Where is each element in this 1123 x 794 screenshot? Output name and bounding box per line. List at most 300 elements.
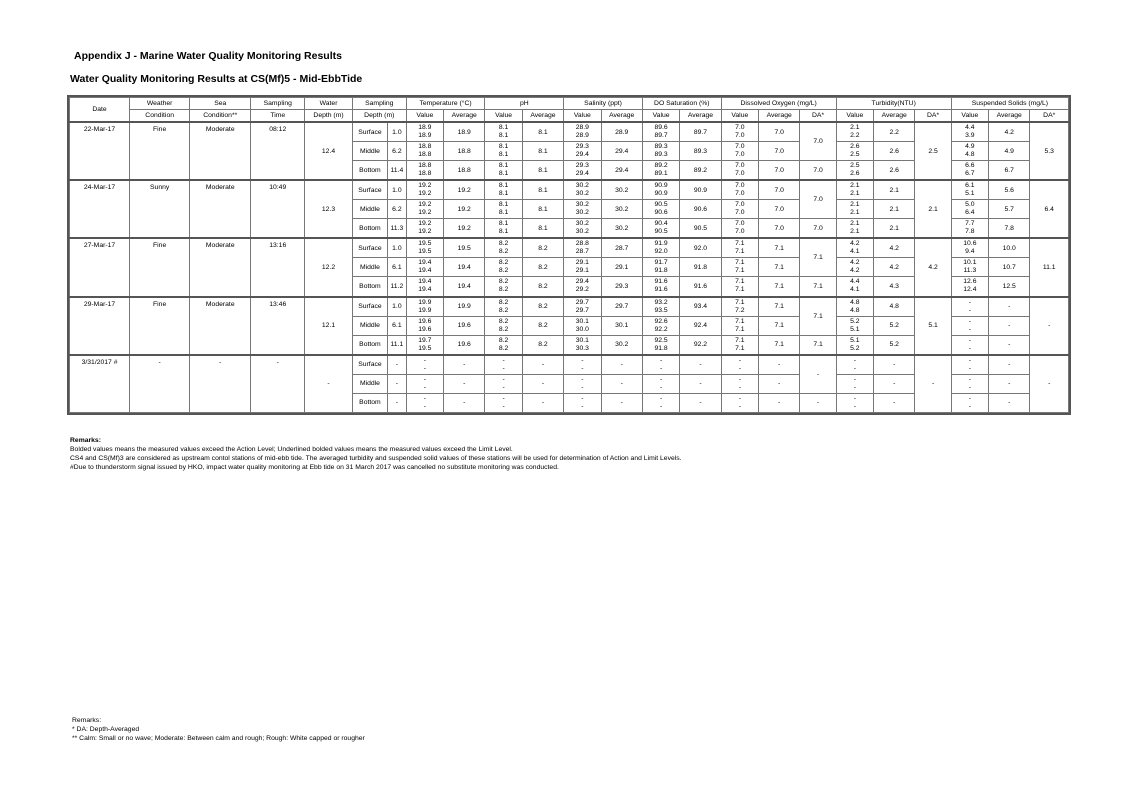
temp-average: 19.6 (444, 335, 485, 355)
salinity-values (564, 142, 601, 161)
reading-value: 90.5 (654, 228, 668, 236)
ph-values (485, 219, 522, 239)
turbidity-average: - (873, 355, 914, 375)
reading-value: - (738, 356, 741, 364)
do-saturation-values (642, 258, 679, 277)
subheader-turb-value: Value (836, 110, 873, 123)
temp-average: 18.8 (444, 161, 485, 181)
date-cell: 29-Mar-17 (70, 297, 130, 355)
reading-value: - (659, 394, 663, 402)
reading-value: 2.1 (850, 201, 860, 209)
date-cell: 27-Mar-17 (70, 238, 130, 296)
reading-value: 7.0 (735, 190, 745, 198)
layer-name-cell: Middle (352, 142, 387, 161)
temp-average: 19.2 (444, 180, 485, 200)
col-turbidity: Turbidity(NTU) (836, 98, 951, 110)
reading-value: 29.1 (575, 259, 589, 267)
table-row (70, 180, 1069, 200)
reading-value: 19.5 (418, 240, 432, 248)
ss-average: 10.0 (989, 238, 1030, 258)
reading-value: 90.6 (654, 209, 668, 217)
do-depth-averaged-bottom: - (800, 393, 836, 412)
reading-value: - (968, 356, 971, 364)
turbidity-average: 2.2 (873, 122, 914, 142)
reading-value: 90.9 (654, 182, 668, 190)
ss-depth-averaged: 11.1 (1030, 238, 1069, 296)
col-sea: Sea (190, 98, 251, 110)
turbidity-average: 2.1 (873, 219, 914, 239)
do-saturation-average: 90.5 (680, 219, 721, 239)
ph-average: 8.2 (522, 335, 563, 355)
do-saturation-average: 90.6 (680, 200, 721, 219)
temp-values (406, 180, 443, 200)
reading-value: 7.1 (735, 344, 745, 352)
layer-name-cell: Bottom (352, 219, 387, 239)
ph-values (485, 200, 522, 219)
reading-value: - (968, 383, 971, 391)
col-suspended-solids: Suspended Solids (mg/L) (951, 98, 1068, 110)
reading-value: 91.7 (654, 259, 668, 267)
remarks-heading: Remarks: (72, 717, 102, 724)
temp-average: 19.4 (444, 277, 485, 297)
do-values (721, 219, 758, 239)
do-average: 7.0 (758, 142, 799, 161)
temp-average: - (444, 374, 485, 393)
reading-value: - (853, 375, 856, 383)
turbidity-average: 2.6 (873, 161, 914, 181)
reading-value: - (502, 364, 505, 372)
salinity-average: 29.4 (601, 142, 642, 161)
reading-value: - (659, 356, 663, 364)
col-do-saturation: DO Saturation (%) (642, 98, 721, 110)
reading-value: 4.2 (850, 267, 860, 275)
do-saturation-average: 92.2 (680, 335, 721, 355)
reading-value: 7.1 (735, 325, 745, 333)
do-values (721, 161, 758, 181)
reading-value: - (423, 356, 426, 364)
reading-value: 8.2 (498, 286, 509, 294)
reading-value: 2.1 (850, 209, 860, 217)
ss-values (951, 258, 988, 277)
time-cell: - (251, 355, 305, 413)
reading-value: 7.1 (735, 336, 745, 344)
sea-cell: Moderate (190, 122, 251, 180)
salinity-average: 28.7 (601, 238, 642, 258)
reading-value: 7.0 (735, 220, 745, 228)
salinity-values (564, 161, 601, 181)
reading-value: 18.8 (418, 143, 432, 151)
reading-value: - (968, 298, 971, 306)
subheader-temp-average: Average (444, 110, 485, 123)
reading-value: 8.2 (498, 267, 509, 275)
do-average: 7.0 (758, 122, 799, 142)
sea-cell: Moderate (190, 297, 251, 355)
reading-value: 30.2 (575, 220, 589, 228)
reading-value: 29.3 (575, 162, 589, 170)
reading-value: 30.0 (575, 325, 589, 333)
reading-value: 2.1 (850, 228, 860, 236)
turbidity-average: 2.1 (873, 200, 914, 219)
do-depth-averaged-bottom: 7.1 (800, 277, 836, 297)
reading-value: 9.4 (965, 248, 975, 256)
subheader-do-average: Average (758, 110, 799, 123)
reading-value: 91.6 (654, 286, 668, 294)
reading-value: 19.2 (418, 190, 432, 198)
layer-depth-cell: 11.2 (388, 277, 407, 297)
do-average: 7.0 (758, 200, 799, 219)
do-values (721, 122, 758, 142)
remark-line: Bolded values means the measured values exceed the Action Level; Underlined bolded values means the measured values exceed the Limit Level. (70, 446, 513, 453)
reading-value: 30.2 (575, 209, 589, 217)
salinity-values (564, 316, 601, 335)
reading-value: 30.2 (575, 201, 589, 209)
time-cell: 08:12 (251, 122, 305, 180)
reading-value: - (581, 364, 584, 372)
reading-value: 18.9 (418, 132, 432, 140)
ss-average: 4.2 (989, 122, 1030, 142)
do-values (721, 316, 758, 335)
weather-cell: Fine (130, 122, 190, 180)
water-depth-cell: 12.1 (305, 297, 353, 355)
sea-cell: Moderate (190, 180, 251, 238)
do-average: 7.1 (758, 238, 799, 258)
salinity-average: 30.2 (601, 180, 642, 200)
layer-depth-cell: 1.0 (388, 122, 407, 142)
reading-value: 7.1 (735, 240, 745, 248)
reading-value: - (423, 394, 426, 402)
reading-value: 18.8 (418, 170, 432, 178)
do-values (721, 335, 758, 355)
remark-line: ** Calm: Small or no wave; Moderate: Between calm and rough; Rough: White capped or rougher (72, 735, 365, 742)
do-values (721, 142, 758, 161)
reading-value: - (968, 325, 971, 333)
ss-depth-averaged: - (1030, 297, 1069, 355)
reading-value: 29.3 (575, 143, 589, 151)
ss-depth-averaged: 6.4 (1030, 180, 1069, 238)
reading-value: 2.1 (850, 190, 860, 198)
turbidity-values (836, 374, 873, 393)
turbidity-depth-averaged: 2.1 (915, 180, 951, 238)
reading-value: 2.1 (850, 182, 860, 190)
do-saturation-values (642, 393, 679, 412)
reading-value: - (738, 383, 741, 391)
reading-value: 8.2 (498, 298, 509, 306)
ph-values (485, 374, 522, 393)
subheader-ss-da: DA* (1030, 110, 1069, 123)
subheader-dosat-average: Average (680, 110, 721, 123)
reading-value: 7.1 (735, 248, 745, 256)
turbidity-average: - (873, 374, 914, 393)
col-date: Date (70, 98, 130, 123)
do-average: 7.0 (758, 180, 799, 200)
reading-value: 29.4 (575, 278, 589, 286)
do-depth-averaged: - (800, 355, 836, 394)
turbidity-values (836, 335, 873, 355)
ss-depth-averaged: 5.3 (1030, 122, 1069, 180)
reading-value: 28.8 (575, 240, 589, 248)
ss-values (951, 277, 988, 297)
reading-value: 7.0 (735, 132, 745, 140)
page-title: Water Quality Monitoring Results at CS(Mf)5 - Mid-EbbTide (70, 73, 363, 85)
do-values (721, 374, 758, 393)
reading-value: - (581, 356, 584, 364)
reading-value: 19.6 (418, 325, 432, 333)
col-water-depth: Water (305, 98, 353, 110)
ss-values (951, 238, 988, 258)
ss-depth-averaged: - (1030, 355, 1069, 413)
reading-value: 19.4 (418, 259, 432, 267)
reading-value: 29.4 (575, 170, 589, 178)
ph-values (485, 238, 522, 258)
reading-value: 5.1 (965, 190, 975, 198)
reading-value: - (502, 356, 505, 364)
water-depth-cell: 12.3 (305, 180, 353, 238)
reading-value: 19.4 (418, 278, 432, 286)
turbidity-values (836, 200, 873, 219)
do-average: 7.1 (758, 277, 799, 297)
reading-value: 5.2 (850, 344, 860, 352)
reading-value: - (738, 394, 741, 402)
turbidity-average: 4.2 (873, 238, 914, 258)
results-table-container (67, 95, 1071, 415)
weather-cell: Sunny (130, 180, 190, 238)
do-values (721, 297, 758, 317)
reading-value: 6.1 (965, 182, 975, 190)
ph-values (485, 335, 522, 355)
layer-depth-cell: 6.1 (388, 316, 407, 335)
temp-average: 19.4 (444, 258, 485, 277)
reading-value: - (853, 394, 856, 402)
do-depth-averaged: 7.1 (800, 297, 836, 336)
do-saturation-values (642, 374, 679, 393)
reading-value: 92.5 (654, 336, 668, 344)
layer-name-cell: Middle (352, 374, 387, 393)
reading-value: - (738, 375, 741, 383)
turbidity-values (836, 180, 873, 200)
do-average: - (758, 374, 799, 393)
col-temperature: Temperature (°C) (406, 98, 485, 110)
ss-values (951, 219, 988, 239)
reading-value: 8.2 (498, 240, 509, 248)
layer-depth-cell: 11.1 (388, 335, 407, 355)
reading-value: 29.2 (575, 286, 589, 294)
time-cell: 10:49 (251, 180, 305, 238)
do-saturation-average: - (680, 393, 721, 412)
turbidity-average: 5.2 (873, 316, 914, 335)
reading-value: 8.1 (498, 228, 509, 236)
temp-values (406, 219, 443, 239)
water-depth-cell: 12.2 (305, 238, 353, 296)
turbidity-depth-averaged: - (915, 355, 951, 413)
do-average: - (758, 393, 799, 412)
salinity-average: 30.1 (601, 316, 642, 335)
reading-value: 89.1 (654, 170, 668, 178)
reading-value: 30.2 (575, 228, 589, 236)
reading-value: 19.9 (418, 306, 432, 314)
reading-value: 30.2 (575, 182, 589, 190)
reading-value: 90.5 (654, 201, 668, 209)
do-saturation-average: - (680, 374, 721, 393)
reading-value: 4.1 (850, 286, 860, 294)
remarks-bottom (72, 716, 365, 743)
do-depth-averaged-bottom: 7.1 (800, 335, 836, 355)
reading-value: 8.1 (498, 182, 509, 190)
reading-value: 6.6 (965, 162, 975, 170)
ph-average: 8.2 (522, 297, 563, 317)
temp-values (406, 374, 443, 393)
reading-value: 4.8 (965, 151, 975, 159)
ss-values (951, 335, 988, 355)
reading-value: 7.1 (735, 278, 745, 286)
reading-value: 2.1 (850, 220, 860, 228)
reading-value: 8.2 (498, 344, 509, 352)
do-values (721, 393, 758, 412)
layer-name-cell: Surface (352, 180, 387, 200)
reading-value: 7.0 (735, 162, 745, 170)
reading-value: 12.4 (963, 286, 977, 294)
reading-value: 29.4 (575, 151, 589, 159)
do-average: - (758, 355, 799, 375)
ss-average: - (989, 297, 1030, 317)
reading-value: - (853, 402, 856, 410)
turbidity-values (836, 316, 873, 335)
col-time: Sampling (251, 98, 305, 110)
ss-values (951, 180, 988, 200)
reading-value: - (423, 383, 426, 391)
ph-average: 8.1 (522, 142, 563, 161)
reading-value: 19.2 (418, 201, 432, 209)
reading-value: 19.2 (418, 182, 432, 190)
temp-values (406, 122, 443, 142)
reading-value: 7.0 (735, 209, 745, 217)
ph-values (485, 142, 522, 161)
layer-name-cell: Surface (352, 355, 387, 375)
subheader-turb-da: DA* (915, 110, 951, 123)
reading-value: 8.1 (498, 151, 509, 159)
do-average: 7.1 (758, 335, 799, 355)
reading-value: 93.5 (654, 306, 668, 314)
reading-value: - (581, 402, 584, 410)
ph-average: 8.2 (522, 277, 563, 297)
do-saturation-average: 90.9 (680, 180, 721, 200)
temp-values (406, 200, 443, 219)
ss-average: - (989, 393, 1030, 412)
reading-value: - (581, 375, 584, 383)
do-saturation-average: 89.3 (680, 142, 721, 161)
reading-value: 2.6 (850, 143, 860, 151)
ss-average: 5.6 (989, 180, 1030, 200)
reading-value: 93.2 (654, 298, 668, 306)
do-saturation-average: 89.2 (680, 161, 721, 181)
subheader-ph-average: Average (522, 110, 563, 123)
ph-values (485, 316, 522, 335)
temp-average: - (444, 355, 485, 375)
do-average: 7.0 (758, 219, 799, 239)
do-average: 7.1 (758, 258, 799, 277)
ss-average: 6.7 (989, 161, 1030, 181)
water-depth-cell: - (305, 355, 353, 413)
layer-name-cell: Middle (352, 316, 387, 335)
ph-average: 8.1 (522, 180, 563, 200)
reading-value: 8.1 (498, 209, 509, 217)
salinity-average: - (601, 355, 642, 375)
layer-depth-cell: 1.0 (388, 238, 407, 258)
do-saturation-values (642, 180, 679, 200)
do-saturation-average: 92.0 (680, 238, 721, 258)
turbidity-values (836, 238, 873, 258)
weather-cell: Fine (130, 238, 190, 296)
do-saturation-average: 92.4 (680, 316, 721, 335)
salinity-values (564, 238, 601, 258)
reading-value: 7.1 (735, 267, 745, 275)
salinity-values (564, 180, 601, 200)
reading-value: 4.9 (965, 143, 975, 151)
appendix-title: Appendix J - Marine Water Quality Monitoring Results (74, 50, 342, 62)
subheader-do-da: DA* (800, 110, 836, 123)
reading-value: 8.1 (498, 201, 509, 209)
subheader-do-value: Value (721, 110, 758, 123)
turbidity-values (836, 277, 873, 297)
do-saturation-values (642, 277, 679, 297)
ph-values (485, 297, 522, 317)
ph-values (485, 258, 522, 277)
reading-value: 8.2 (498, 306, 509, 314)
reading-value: 7.1 (735, 317, 745, 325)
ph-values (485, 277, 522, 297)
temp-average: 19.2 (444, 200, 485, 219)
reading-value: - (659, 364, 663, 372)
reading-value: 7.0 (735, 124, 745, 132)
col-sampling-depth-sub: Depth (m) (352, 110, 406, 123)
reading-value: 6.4 (965, 209, 975, 217)
reading-value: 90.9 (654, 190, 668, 198)
turbidity-average: 2.1 (873, 180, 914, 200)
reading-value: - (659, 402, 663, 410)
subheader-ss-average: Average (989, 110, 1030, 123)
reading-value: 19.2 (418, 209, 432, 217)
subheader-turb-average: Average (873, 110, 914, 123)
ss-values (951, 122, 988, 142)
turbidity-depth-averaged: 2.5 (915, 122, 951, 180)
layer-depth-cell: 1.0 (388, 297, 407, 317)
time-cell: 13:16 (251, 238, 305, 296)
time-cell: 13:46 (251, 297, 305, 355)
reading-value: 2.2 (850, 132, 860, 140)
do-saturation-values (642, 238, 679, 258)
reading-value: 29.7 (575, 298, 589, 306)
reading-value: 30.3 (575, 344, 589, 352)
remarks-top (70, 436, 682, 472)
temp-average: 19.2 (444, 219, 485, 239)
col-sea-sub: Condition** (190, 110, 251, 123)
do-saturation-average: 89.7 (680, 122, 721, 142)
temp-average: 19.5 (444, 238, 485, 258)
temp-values (406, 297, 443, 317)
temp-average: 18.8 (444, 142, 485, 161)
ss-average: 10.7 (989, 258, 1030, 277)
do-average: 7.1 (758, 316, 799, 335)
do-average: 7.0 (758, 161, 799, 181)
reading-value: - (581, 383, 584, 391)
turbidity-depth-averaged: 4.2 (915, 238, 951, 296)
do-saturation-average: 91.8 (680, 258, 721, 277)
temp-average: 19.6 (444, 316, 485, 335)
ss-average: - (989, 316, 1030, 335)
subheader-dosat-value: Value (642, 110, 679, 123)
layer-name-cell: Surface (352, 297, 387, 317)
turbidity-depth-averaged: 5.1 (915, 297, 951, 355)
salinity-values (564, 277, 601, 297)
